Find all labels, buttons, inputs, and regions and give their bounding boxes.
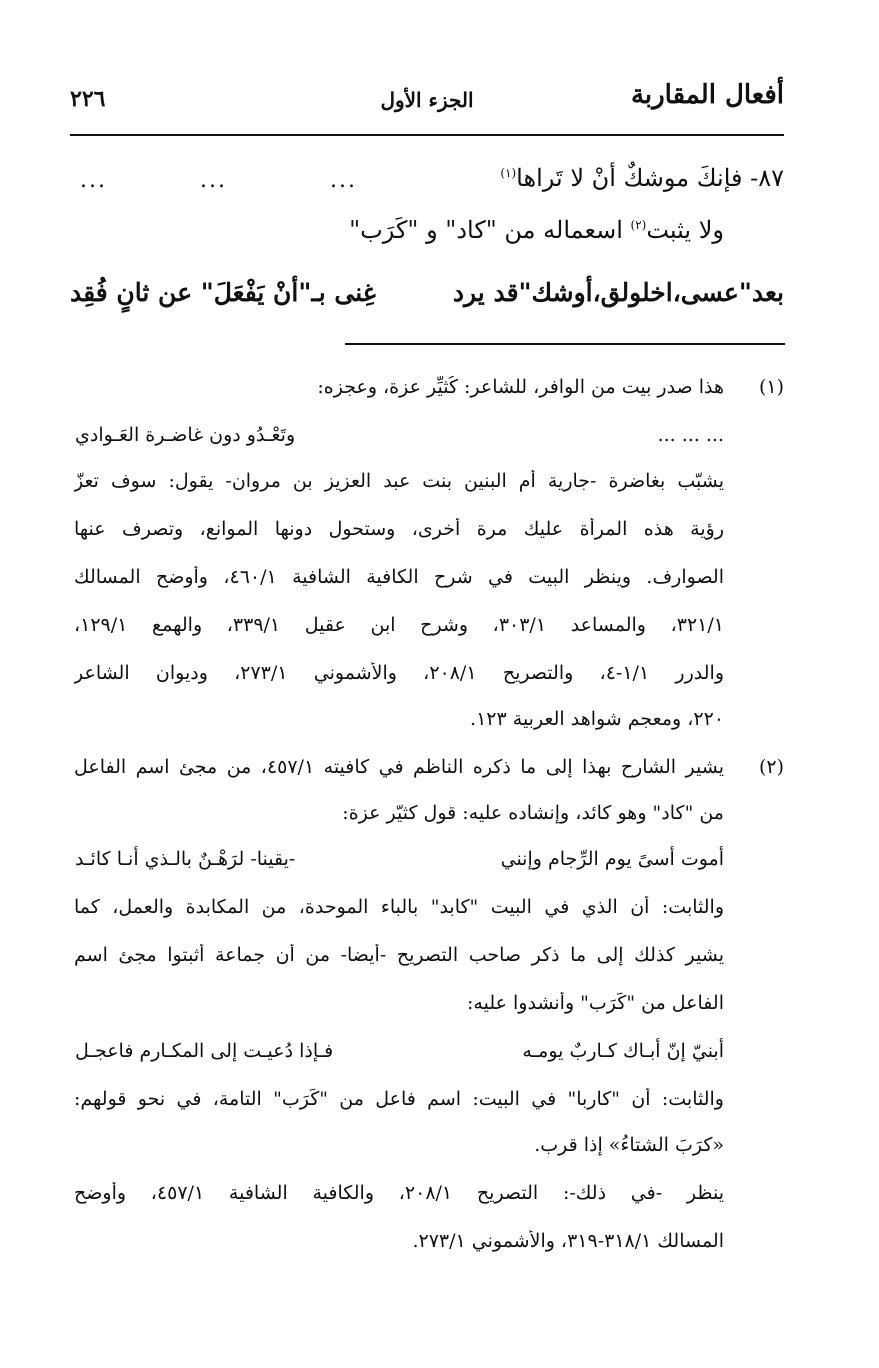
- footnote-separator: [345, 343, 785, 345]
- footnote-2-verse-1-first: أموت أسىً يوم الرِّجام وإنني: [500, 848, 724, 870]
- verse-87-text: ٨٧- فإنكَ موشكٌ أنْ لا تَراها: [516, 164, 784, 192]
- poem-hemistich-1: بعد"عسى،اخلولق،أوشك"قد يرد: [452, 278, 784, 307]
- footnote-2-verse-2-second: فـإذا دُعيـت إلى المكـارم فاعجـل: [75, 1040, 334, 1062]
- page-header: [70, 80, 784, 120]
- chapter-title: أفعال المقاربة: [630, 80, 784, 110]
- footnote-1-line-6: والدرر ١/١-٤، والتصريح ٢٠٨/١، والأشموني ٢٧٣/١، وديوان الشاعر: [74, 662, 724, 684]
- footnote-2-line-2: من "كاد" وهو كائد، وإنشاده عليه: قول كثيّر عزة:: [342, 802, 724, 824]
- footnote-1-line-5: ٣٢١/١، والمساعد ٣٠٣/١، وشرح ابن عقيل ٣٣٩/١، والهمع ١٢٩/١،: [74, 614, 724, 636]
- main-note: [349, 216, 724, 244]
- main-note-rest: اسعماله من "كاد" و "كَرَب": [349, 216, 623, 244]
- page-number: ٢٢٦: [70, 86, 106, 112]
- footnote-1-line-1: هذا صدر بيت من الوافر، للشاعر: كُثيِّر عزة، وعجزه:: [317, 376, 724, 398]
- verse-dots-1: ...: [330, 168, 357, 193]
- header-divider: [70, 134, 784, 136]
- footnote-ref-1[interactable]: (١): [500, 166, 517, 180]
- footnote-2-line-8: ينظر -في ذلك-: التصريح ٢٠٨/١، والكافية الشافية ٤٥٧/١، وأوضح: [74, 1182, 724, 1204]
- verse-87: [500, 164, 784, 192]
- footnote-1-line-7: ٢٢٠، ومعجم شواهد العربية ١٢٣.: [470, 708, 724, 730]
- main-note-text: ولا يثبت: [646, 216, 724, 244]
- footnote-2-line-1: يشير الشارح بهذا إلى ما ذكره الناظم في كافيته ٤٥٧/١، من مجئ اسم الفاعل: [74, 756, 724, 778]
- footnote-1-verse-second: وتَعْـدُو دون غاضـرة العَـوادي: [75, 424, 296, 446]
- footnote-2-line-9: المسالك ٣١٨/١-٣١٩، والأشموني ٢٧٣/١.: [412, 1230, 724, 1252]
- footnote-2-line-6: والثابت: أن "كاربا" في البيت: اسم فاعل من "كَرَب" التامة، في نحو قولهم:: [74, 1088, 724, 1110]
- footnote-2-mark: (٢): [758, 756, 784, 778]
- poem-hemistich-2: غِنى بـ"أنْ يَفْعَلَ" عن ثانٍ فُقِد: [70, 278, 376, 307]
- footnote-1-line-3: رؤية هذه المرأة عليك مرة أخرى، وستحول دونها الموانع، وتصرف عنها: [74, 518, 724, 540]
- footnote-2-line-3: والثابت: أن الذي في البيت "كابد" بالباء الموحدة، من المكابدة والعمل، كما: [74, 896, 724, 918]
- footnote-2-line-4: يشير كذلك إلى ما ذكر صاحب التصريح -أيضا- من أن جماعة أثبتوا مجئ اسم: [74, 944, 724, 966]
- part-title: الجزء الأول: [380, 88, 474, 112]
- footnote-2-verse-1-second: -يقينا- لرَهْـنٌ بالـذي أنـا كائـد: [75, 848, 296, 870]
- verse-dots-2: ...: [200, 168, 227, 193]
- footnote-1-verse-dots: ... ... ...: [657, 424, 724, 446]
- footnote-1-line-4: الصوارف. وينظر البيت في شرح الكافية الشافية ٤٦٠/١، وأوضح المسالك: [74, 566, 724, 588]
- footnote-2-line-5: الفاعل من "كَرَب" وأنشدوا عليه:: [467, 992, 724, 1014]
- footnote-1-mark: (١): [758, 376, 784, 398]
- footnote-2-verse-2-first: أبنيّ إنّ أبـاك كـاربٌ يومـه: [522, 1040, 724, 1062]
- footnote-2-line-7: «كرَبَ الشتاءُ» إذا قرب.: [534, 1134, 724, 1156]
- verse-dots-3: ...: [80, 168, 107, 193]
- footnote-1-line-2: يشبّب بغاضرة -جارية أم البنين بنت عبد العزيز بن مروان- يقول: سوف تعزّ: [74, 470, 724, 492]
- poem-line: [70, 278, 784, 318]
- footnote-ref-2[interactable]: (٢): [630, 218, 647, 232]
